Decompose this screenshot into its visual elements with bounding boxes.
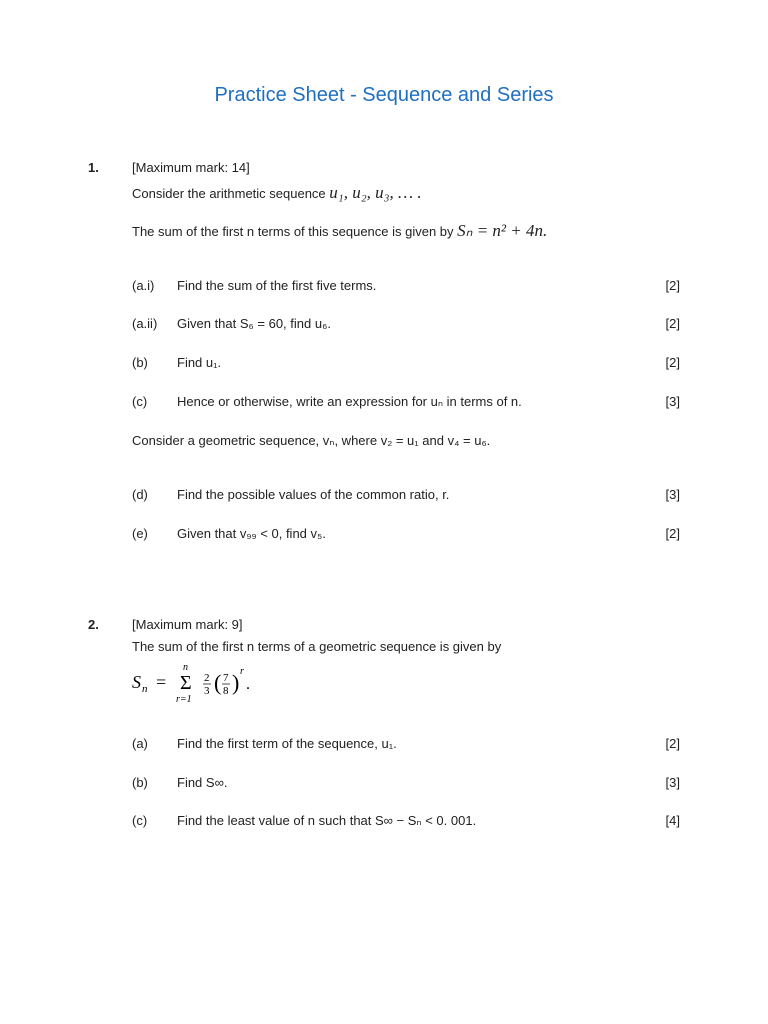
question-2-number: 2. xyxy=(88,617,99,632)
svg-text:8: 8 xyxy=(223,685,229,697)
question-2-max-mark: [Maximum mark: 9] xyxy=(132,617,243,632)
question-1-intro xyxy=(132,183,422,203)
part-marks: [2] xyxy=(665,526,680,541)
svg-text:Σ: Σ xyxy=(180,672,192,694)
part-label: (c) xyxy=(132,394,148,409)
sum-formula: Sₙ = n² + 4n. xyxy=(457,221,548,240)
part-text: Find the least value of n such that S∞ − Sₙ < 0. 001. xyxy=(177,813,477,828)
svg-text:r=1: r=1 xyxy=(176,694,192,705)
svg-text:(: ( xyxy=(214,670,222,695)
svg-text:): ) xyxy=(232,670,240,695)
geometric-sequence-statement: Consider a geometric sequence, vₙ, where v₂ = u₁ and v₄ = u₆. xyxy=(132,433,491,448)
svg-text:=: = xyxy=(156,672,167,692)
part-text: Find u₁. xyxy=(177,355,222,370)
sum-text: The sum of the first n terms of this sequence is given by xyxy=(132,224,454,239)
intro-sequence: u₁, u₂, u₃, … . xyxy=(329,183,422,202)
page-title: Practice Sheet - Sequence and Series xyxy=(214,84,554,106)
svg-text:7: 7 xyxy=(223,672,229,684)
part-label: (a.ii) xyxy=(132,316,158,331)
part-label: (d) xyxy=(132,487,148,502)
part-marks: [3] xyxy=(665,394,680,409)
svg-text:.: . xyxy=(246,676,250,693)
part-label: (b) xyxy=(132,355,148,370)
question-2-intro: The sum of the first n terms of a geometric sequence is given by xyxy=(132,639,502,654)
part-label: (c) xyxy=(132,813,148,828)
part-marks: [4] xyxy=(665,813,680,828)
part-label: (a.i) xyxy=(132,278,155,293)
intro-text: Consider the arithmetic sequence xyxy=(132,186,326,201)
part-text: Find S∞. xyxy=(177,775,228,790)
part-marks: [2] xyxy=(665,355,680,370)
svg-text:S: S xyxy=(132,672,141,692)
svg-text:r: r xyxy=(240,666,244,677)
part-marks: [2] xyxy=(665,316,680,331)
question-1-sum-statement xyxy=(132,221,547,241)
question-1-max-mark: [Maximum mark: 14] xyxy=(132,160,250,175)
part-marks: [2] xyxy=(665,278,680,293)
part-marks: [3] xyxy=(665,775,680,790)
part-text: Find the first term of the sequence, u₁. xyxy=(177,736,397,751)
part-text: Given that S₆ = 60, find u₆. xyxy=(177,316,331,331)
part-marks: [2] xyxy=(665,736,680,751)
svg-text:n: n xyxy=(142,683,148,695)
svg-text:2: 2 xyxy=(204,672,210,684)
svg-text:n: n xyxy=(183,662,188,673)
part-label: (b) xyxy=(132,775,148,790)
part-label: (a) xyxy=(132,736,148,751)
sum-formula-graphic xyxy=(132,662,282,706)
question-1-number: 1. xyxy=(88,160,99,175)
part-marks: [3] xyxy=(665,487,680,502)
part-text: Find the sum of the first five terms. xyxy=(177,278,377,293)
svg-text:3: 3 xyxy=(204,685,210,697)
part-text: Given that v₉₉ < 0, find v₅. xyxy=(177,526,326,541)
part-label: (e) xyxy=(132,526,148,541)
part-text: Hence or otherwise, write an expression for uₙ in terms of n. xyxy=(177,394,522,409)
part-text: Find the possible values of the common ratio, r. xyxy=(177,487,450,502)
